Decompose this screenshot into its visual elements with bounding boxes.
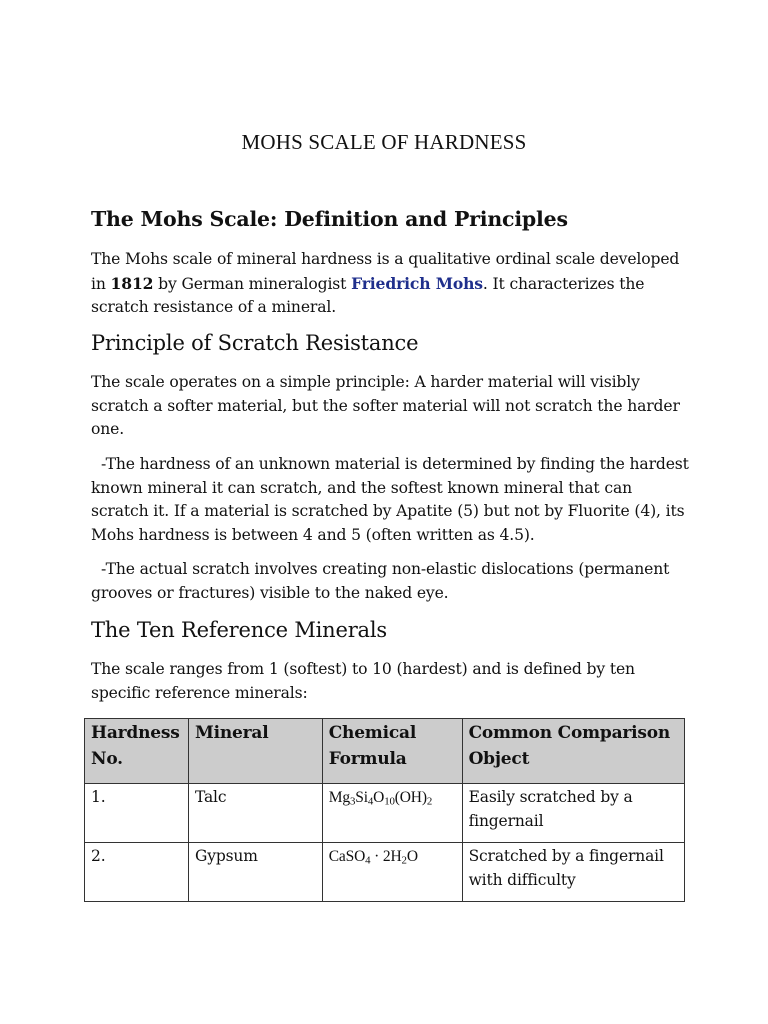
definition-text-1: The Mohs scale of mineral hardness is a qualitative ordinal scale developed in [91,250,680,293]
cell-hardness-no: 2. [85,843,189,902]
scratch-mechanism-paragraph: -The actual scratch involves creating non-elastic dislocations (permanent grooves or fractures) visible to the naked eye. [91,560,670,602]
scale-range-paragraph: The scale ranges from 1 (softest) to 10 (hardest) and is defined by ten specific reference minerals: [91,660,635,702]
year-1812: 1812 [110,273,154,293]
table-row [85,784,685,843]
cell-mineral: Talc [188,784,322,843]
section-heading-definition: The Mohs Scale: Definition and Principles [91,207,568,231]
cell-mineral: Gypsum [188,843,322,902]
definition-text-3: . It characterizes the scratch resistance of a mineral. [91,274,645,316]
cell-formula: CaSO$_4$ · $2H_2O$ [322,843,462,902]
scratch-principle-paragraph: The scale operates on a simple principle: A harder material will visibly scratch a softer material, but the softer material will not scratch the harder one. [91,373,680,438]
reference-minerals-table [84,718,685,902]
friedrich-mohs-link[interactable]: Friedrich Mohs [351,273,483,293]
cell-comparison: Scratched by a fingernail with difficulty [462,843,684,902]
definition-text-2: by German mineralogist [153,274,352,293]
document-title: MOHS SCALE OF HARDNESS [241,130,527,154]
table-header-row [85,719,685,784]
header-mineral: Mineral [188,719,322,784]
cell-formula: $Mg_3Si_4O_{10}(OH)_2$ [322,784,462,843]
header-comparison-object: Common Comparison Object [462,719,684,784]
header-chemical-formula: Chemical Formula [322,719,462,784]
cell-hardness-no: 1. [85,784,189,843]
cell-comparison: Easily scratched by a fingernail [462,784,684,843]
section-heading-scratch-resistance: Principle of Scratch Resistance [91,331,419,355]
table-row [85,843,685,902]
definition-paragraph [91,248,691,320]
header-hardness-no: Hardness No. [85,719,189,784]
hardness-determination-paragraph: -The hardness of an unknown material is determined by finding the hardest known mineral it can scratch, and the softest known mineral that can scratch it. If a material is scratched by Apatite (5) but not by Fluorite (4), its Mohs hardness is between 4 and 5 (often written as 4.5). [91,455,689,544]
section-heading-reference-minerals: The Ten Reference Minerals [91,618,387,642]
